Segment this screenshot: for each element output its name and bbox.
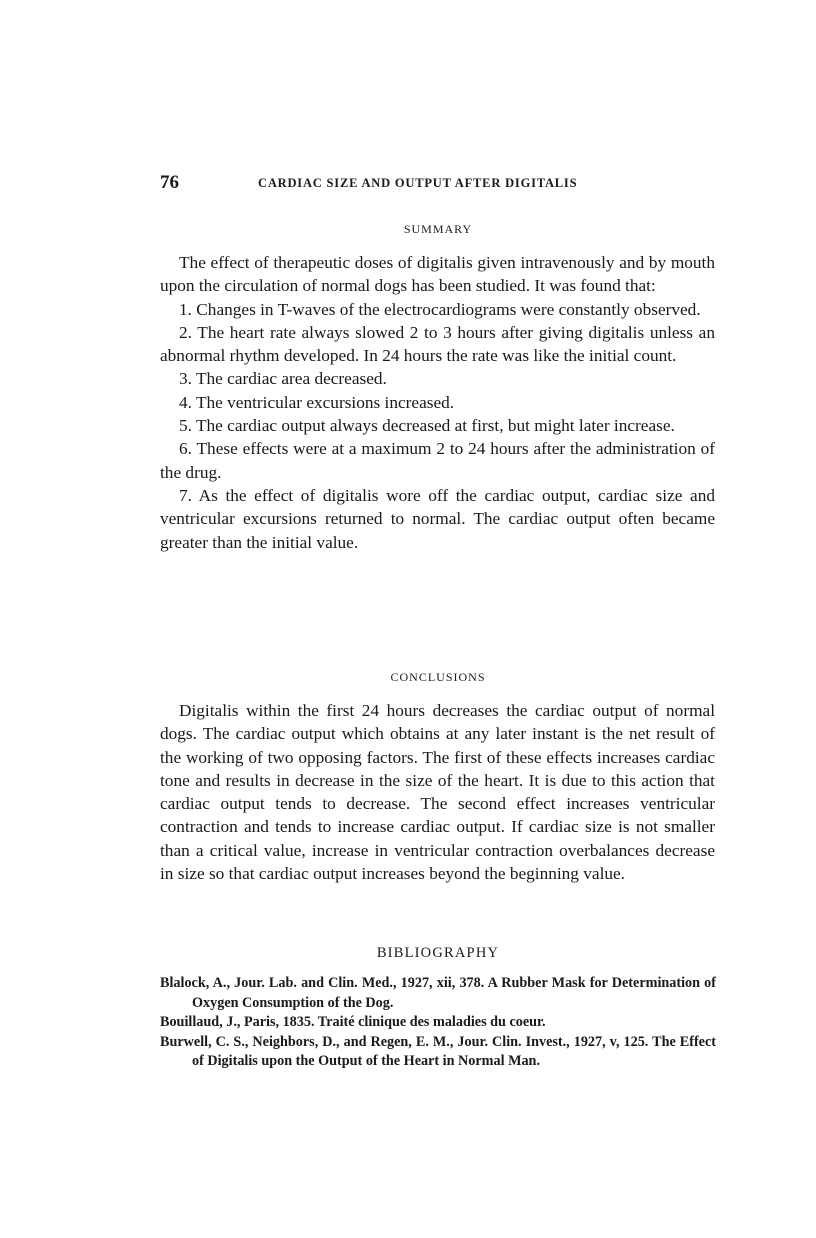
bibliography-entry: Blalock, A., Jour. Lab. and Clin. Med., 1927, xii, 378. A Rubber Mask for Determination of Oxygen Consumption of the Dog. xyxy=(160,975,716,1011)
summary-heading: SUMMARY xyxy=(403,222,473,236)
summary-body xyxy=(160,251,715,554)
running-title: CARDIAC SIZE AND OUTPUT AFTER DIGITALIS xyxy=(258,176,578,190)
bibliography-entry: Burwell, C. S., Neighbors, D., and Regen, E. M., Jour. Clin. Invest., 1927, v, 125. The Effect of Digitalis upon the Output of the Heart in Normal Man. xyxy=(160,1033,716,1069)
summary-item: 1. Changes in T-waves of the electrocardiograms were constantly observed. xyxy=(179,299,701,319)
summary-item: 6. These effects were at a maximum 2 to 24 hours after the administration of the drug. xyxy=(160,439,715,482)
bibliography-list xyxy=(160,974,716,1072)
summary-intro: The effect of therapeutic doses of digitalis given intravenously and by mouth upon the circulation of normal dogs has been studied. It was found that: xyxy=(160,253,715,296)
summary-item: 7. As the effect of digitalis wore off the cardiac output, cardiac size and ventricular excursions returned to normal. The cardiac output often became greater than the initial value. xyxy=(160,485,715,552)
page-number: 76 xyxy=(160,172,179,193)
summary-item: 4. The ventricular excursions increased. xyxy=(179,392,455,412)
bibliography-heading: BIBLIOGRAPHY xyxy=(376,945,500,961)
bibliography-entry: Bouillaud, J., Paris, 1835. Traité clinique des maladies du coeur. xyxy=(160,1014,546,1030)
running-header xyxy=(160,172,716,198)
summary-item: 3. The cardiac area decreased. xyxy=(179,369,387,389)
conclusions-heading: CONCLUSIONS xyxy=(390,670,486,684)
summary-item: 2. The heart rate always slowed 2 to 3 hours after giving digitalis unless an abnormal rhythm developed. In 24 hours the rate was like the initial count. xyxy=(160,322,715,366)
conclusions-body xyxy=(160,699,715,885)
summary-item: 5. The cardiac output always decreased at first, but might later increase. xyxy=(179,416,675,436)
conclusions-paragraph: Digitalis within the first 24 hours decreases the cardiac output of normal dogs. The cardiac output which obtains at any later instant is the net result of the working of two opposing factors. The first of these effects increases cardiac tone and results in decrease in the size of the heart. It is due to this action that cardiac output tends to decrease. The second effect increases ventricular contraction and tends to increase cardiac output. If cardiac size is not smaller than a critical value, increase in ventricular contraction overbalances decrease in size so that cardiac output increases beyond the beginning value. xyxy=(160,701,715,884)
